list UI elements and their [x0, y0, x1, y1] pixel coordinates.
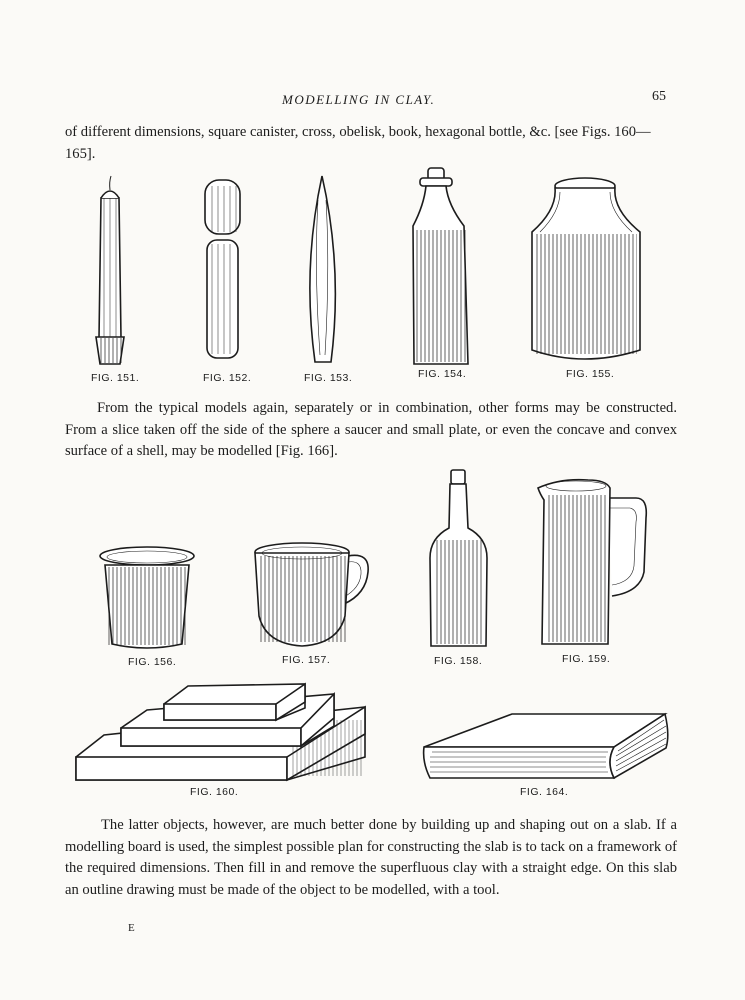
running-head: MODELLING IN CLAY.	[282, 92, 436, 107]
caption-fig151: FIG. 151.	[91, 372, 140, 384]
fig154-bottle	[413, 168, 468, 364]
fig151-candle	[96, 176, 124, 364]
page-number: 65	[652, 89, 666, 104]
caption-fig159: FIG. 159.	[562, 653, 611, 665]
paragraph-1-text: of different dimensions, square canister, cross, obelisk, book, hexagonal bottle, &c. [see Figs. 160—165].	[65, 124, 651, 162]
caption-fig158: FIG. 158.	[434, 655, 483, 667]
paragraph-2	[65, 398, 677, 463]
fig155-jar	[532, 178, 640, 359]
fig160-stacked-slabs	[76, 684, 365, 780]
fig152-cylinder	[205, 180, 240, 358]
caption-fig153: FIG. 153.	[304, 372, 353, 384]
fig158-wine-bottle	[430, 470, 487, 646]
fig157-cup	[255, 543, 368, 646]
fig159-jug	[538, 480, 646, 644]
signature-mark: E	[128, 922, 135, 934]
fig153-spindle	[310, 176, 335, 362]
caption-fig160: FIG. 160.	[190, 786, 239, 798]
fig156-flower-pot	[100, 547, 194, 648]
caption-fig154: FIG. 154.	[418, 368, 467, 380]
paragraph-3	[65, 815, 677, 901]
paragraph-2-text: From the typical models again, separately or in combination, other forms may be constructed. From a slice taken off the side of the sphere a saucer and small plate, or even the concave and convex surface of a shell, may be modelled [Fig. 166].	[65, 400, 677, 459]
caption-fig156: FIG. 156.	[128, 656, 177, 668]
fig164-book	[424, 714, 668, 778]
caption-fig157: FIG. 157.	[282, 654, 331, 666]
caption-fig152: FIG. 152.	[203, 372, 252, 384]
caption-fig164: FIG. 164.	[520, 786, 569, 798]
paragraph-3-text: The latter objects, however, are much better done by building up and shaping out on a slab. If a modelling board is used, the simplest possible plan for constructing the slab is to tack on a framework of the required dimensions. Then fill in and remove the superfluous clay with a straight edge. On this slab an outline drawing must be made of the object to be modelled, with a tool.	[65, 817, 677, 898]
caption-fig155: FIG. 155.	[566, 368, 615, 380]
